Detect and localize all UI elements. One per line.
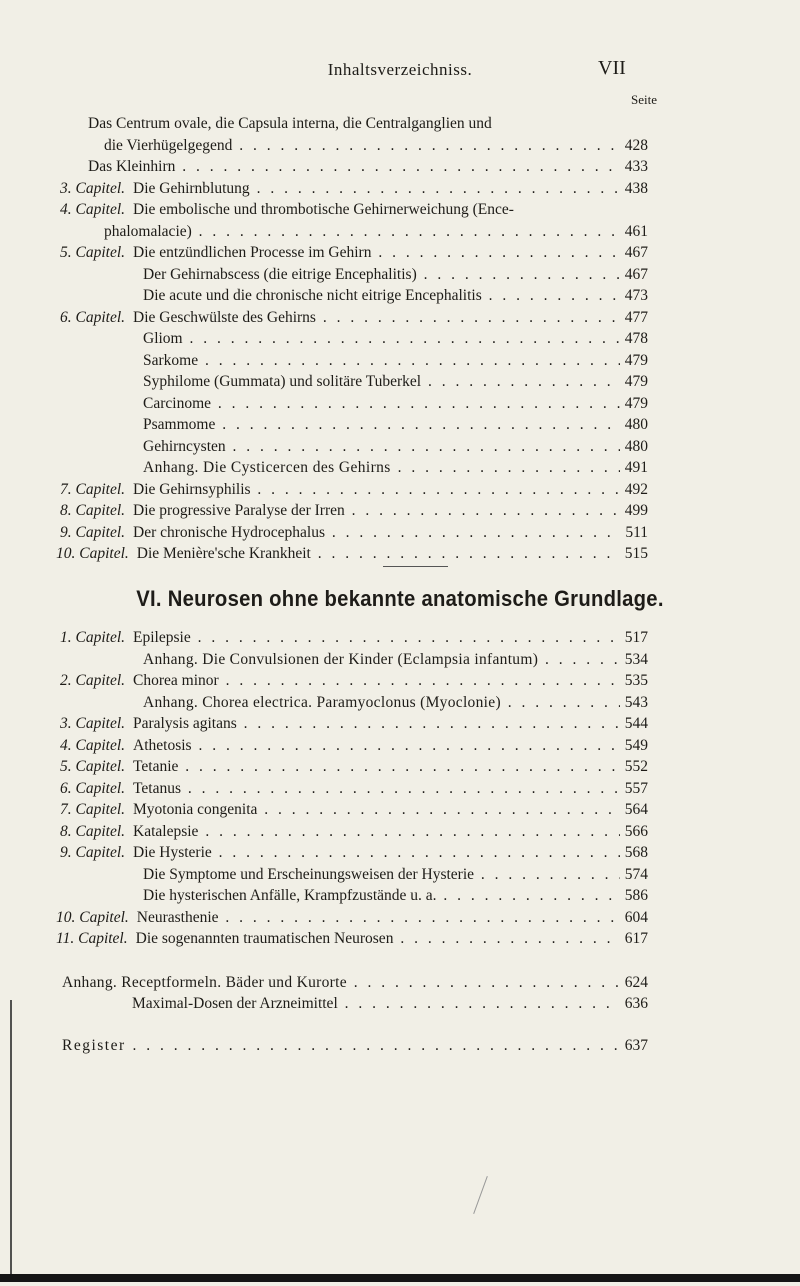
- toc-entry-title: Anhang. Die Cysticercen des Gehirns . . .: [143, 458, 620, 478]
- toc-entry-title: Chorea minor . . .: [133, 671, 620, 691]
- toc-entry: [60, 523, 648, 543]
- toc-entry-page: 564: [624, 801, 648, 818]
- toc-entry-page: 479: [624, 352, 648, 369]
- toc-entry-page: 636: [624, 995, 648, 1012]
- toc-entry-page: 480: [624, 416, 648, 433]
- toc-entry: [60, 243, 648, 263]
- toc-entry: [60, 736, 648, 756]
- toc-entry-page: 511: [625, 524, 648, 541]
- toc-entry-chapter: 5. Capitel.: [60, 244, 126, 261]
- toc-entry-page: 467: [624, 266, 648, 283]
- toc-entry-title: Anhang. Die Convulsionen der Kinder (Eclampsia infantum) . . .: [143, 650, 620, 670]
- toc-entry-page: 461: [624, 223, 648, 240]
- toc-entry-title: Anhang. Chorea electrica. Paramyoclonus (Myoclonie) . . .: [143, 693, 620, 713]
- toc-entry-page: 467: [624, 244, 648, 261]
- toc-entry-chapter: 2. Capitel.: [60, 672, 126, 689]
- toc-entry: [143, 886, 648, 906]
- toc-entry: [60, 179, 648, 199]
- page-column-label: Seite: [631, 92, 657, 107]
- toc-entry: [143, 265, 648, 285]
- page-number: VII: [598, 57, 626, 79]
- toc-entry-page: 637: [624, 1037, 648, 1054]
- section-heading: VI. Neurosen ohne bekannte anatomische Grundlage.: [136, 586, 664, 611]
- toc-entry-page: 543: [624, 694, 648, 711]
- toc-entry: [60, 200, 648, 220]
- toc-entry-chapter: 8. Capitel.: [60, 823, 126, 840]
- toc-entry: [60, 757, 648, 777]
- toc-entry-title: Die Menière'sche Krankheit . . .: [137, 544, 620, 564]
- toc-entry-title: Tetanus . . .: [133, 779, 620, 799]
- toc-entry-page: 515: [624, 545, 648, 562]
- toc-entry-chapter: 11. Capitel.: [56, 930, 128, 947]
- pencil-mark: [473, 1176, 488, 1214]
- toc-entry-title: Psammome . . .: [143, 415, 620, 435]
- toc-entry: [143, 650, 648, 670]
- toc-entry-page: 479: [624, 373, 648, 390]
- toc-entry-page: 477: [624, 309, 648, 326]
- toc-entry-title: Epilepsie . . .: [133, 628, 620, 648]
- toc-entry-title: Die acute und die chronische nicht eitrige Encephalitis . . .: [143, 286, 620, 306]
- toc-entry-title: Register . . .: [62, 1036, 620, 1056]
- toc-entry-title: Das Centrum ovale, die Capsula interna, die Centralganglien und: [88, 115, 492, 132]
- toc-entry-page: 604: [624, 909, 648, 926]
- toc-entry-page: 433: [624, 158, 648, 175]
- toc-entry: [60, 628, 648, 648]
- toc-entry-page: 499: [624, 502, 648, 519]
- toc-entry-page: 438: [624, 180, 648, 197]
- toc-entry: [143, 286, 648, 306]
- toc-entry: [60, 308, 648, 328]
- toc-entry-chapter: 1. Capitel.: [60, 629, 126, 646]
- toc-entry-chapter: 9. Capitel.: [60, 844, 126, 861]
- toc-entry-title: Maximal-Dosen der Arzneimittel . . .: [132, 994, 620, 1014]
- toc-entry-chapter: 4. Capitel.: [60, 737, 126, 754]
- page-header-title: Inhaltsverzeichniss.: [327, 60, 473, 79]
- toc-entry-title: Die Geschwülste des Gehirns . . .: [133, 308, 620, 328]
- toc-entry: [60, 800, 648, 820]
- toc-entry-title: Paralysis agitans . . .: [133, 714, 620, 734]
- toc-entry-title: Die Gehirnblutung . . .: [133, 179, 620, 199]
- toc-entry: [132, 994, 648, 1014]
- toc-entry-title: Der chronische Hydrocephalus . . .: [133, 523, 620, 543]
- section-divider: [383, 566, 448, 567]
- toc-entry: [143, 351, 648, 371]
- toc-entry-title: die Vierhügelgegend . . .: [104, 136, 620, 156]
- toc-entry-page: 549: [624, 737, 648, 754]
- toc-entry: [60, 480, 648, 500]
- toc-entry-title: Gehirncysten . . .: [143, 437, 620, 457]
- toc-entry: [56, 908, 648, 928]
- toc-entry: [60, 501, 648, 521]
- toc-entry: [60, 843, 648, 863]
- toc-entry: [104, 222, 648, 242]
- toc-entry-page: 534: [624, 651, 648, 668]
- toc-entry-title: Katalepsie . . .: [133, 822, 620, 842]
- toc-entry-page: 566: [624, 823, 648, 840]
- toc-entry-chapter: 10. Capitel.: [56, 545, 129, 562]
- toc-entry-title: Gliom . . .: [143, 329, 620, 349]
- toc-entry: [143, 329, 648, 349]
- toc-entry-page: 586: [624, 887, 648, 904]
- toc-entry: [56, 929, 648, 949]
- toc-entry-chapter: 5. Capitel.: [60, 758, 126, 775]
- toc-entry-title: Die Hysterie . . .: [133, 843, 620, 863]
- toc-entry-title: phalomalacie) . . .: [104, 222, 620, 242]
- toc-entry-page: 517: [624, 629, 648, 646]
- toc-entry-page: 557: [624, 780, 648, 797]
- toc-entry-title: Die entzündlichen Processe im Gehirn . . .: [133, 243, 620, 263]
- toc-entry-register: [62, 1036, 648, 1056]
- toc-entry-page: 624: [624, 974, 648, 991]
- toc-entry-title: Die Gehirnsyphilis . . .: [133, 480, 620, 500]
- toc-entry-title: Sarkome . . .: [143, 351, 620, 371]
- toc-entry: [60, 822, 648, 842]
- toc-entry-title: Der Gehirnabscess (die eitrige Encephalitis) . . .: [143, 265, 620, 285]
- toc-entry: [60, 779, 648, 799]
- toc-entry-title: Die embolische und thrombotische Gehirnerweichung (Ence-: [133, 201, 514, 218]
- toc-entry: [143, 865, 648, 885]
- toc-entry: [143, 437, 648, 457]
- toc-entry-page: 492: [624, 481, 648, 498]
- toc-entry-page: 535: [624, 672, 648, 689]
- toc-entry: [143, 372, 648, 392]
- toc-entry-page: 552: [624, 758, 648, 775]
- toc-entry-title: Athetosis . . .: [133, 736, 620, 756]
- toc-entry-page: 473: [624, 287, 648, 304]
- toc-entry: [143, 415, 648, 435]
- toc-entry-chapter: 3. Capitel.: [60, 715, 126, 732]
- toc-entry-title: Anhang. Receptformeln. Bäder und Kurorte . . .: [62, 973, 620, 993]
- toc-entry-chapter: 8. Capitel.: [60, 502, 126, 519]
- toc-entry-page: 574: [624, 866, 648, 883]
- toc-entry: [60, 714, 648, 734]
- margin-mark: [10, 1000, 12, 1274]
- toc-entry-chapter: 6. Capitel.: [60, 309, 126, 326]
- toc-entry: [56, 544, 648, 564]
- toc-entry-title: Die sogenannten traumatischen Neurosen . . .: [136, 929, 620, 949]
- toc-entry: [88, 157, 648, 177]
- toc-entry-page: 544: [624, 715, 648, 732]
- toc-entry: [88, 114, 628, 134]
- toc-entry-chapter: 3. Capitel.: [60, 180, 126, 197]
- toc-entry-title: Syphilome (Gummata) und solitäre Tuberkel . . .: [143, 372, 620, 392]
- toc-entry-page: 568: [624, 844, 648, 861]
- toc-entry-page: 428: [624, 137, 648, 154]
- toc-entry-title: Myotonia congenita . . .: [133, 800, 620, 820]
- toc-entry-page: 480: [624, 438, 648, 455]
- toc-entry-chapter: 10. Capitel.: [56, 909, 129, 926]
- scan-edge-bar: [0, 1274, 800, 1282]
- toc-entry-title: Die Symptome und Erscheinungsweisen der Hysterie . . .: [143, 865, 620, 885]
- toc-entry-page: 478: [624, 330, 648, 347]
- toc-entry-page: 491: [624, 459, 648, 476]
- toc-entry-title: Das Kleinhirn . . .: [88, 157, 620, 177]
- toc-entry: [143, 693, 648, 713]
- toc-entry-title: Die progressive Paralyse der Irren . . .: [133, 501, 620, 521]
- toc-entry-title: Carcinome . . .: [143, 394, 620, 414]
- toc-entry-chapter: 4. Capitel.: [60, 201, 126, 218]
- toc-entry-title: Tetanie . . .: [133, 757, 620, 777]
- toc-entry-page: 479: [624, 395, 648, 412]
- toc-entry: [104, 136, 648, 156]
- toc-entry-title: Die hysterischen Anfälle, Krampfzustände u. a. . . .: [143, 886, 620, 906]
- toc-entry-title: Neurasthenie . . .: [137, 908, 620, 928]
- toc-entry-chapter: 9. Capitel.: [60, 524, 126, 541]
- toc-entry: [62, 973, 648, 993]
- toc-entry: [143, 394, 648, 414]
- toc-entry-page: 617: [624, 930, 648, 947]
- toc-entry: [143, 458, 648, 478]
- toc-entry-chapter: 6. Capitel.: [60, 780, 126, 797]
- toc-entry-chapter: 7. Capitel.: [60, 481, 126, 498]
- toc-entry: [60, 671, 648, 691]
- toc-entry-chapter: 7. Capitel.: [60, 801, 126, 818]
